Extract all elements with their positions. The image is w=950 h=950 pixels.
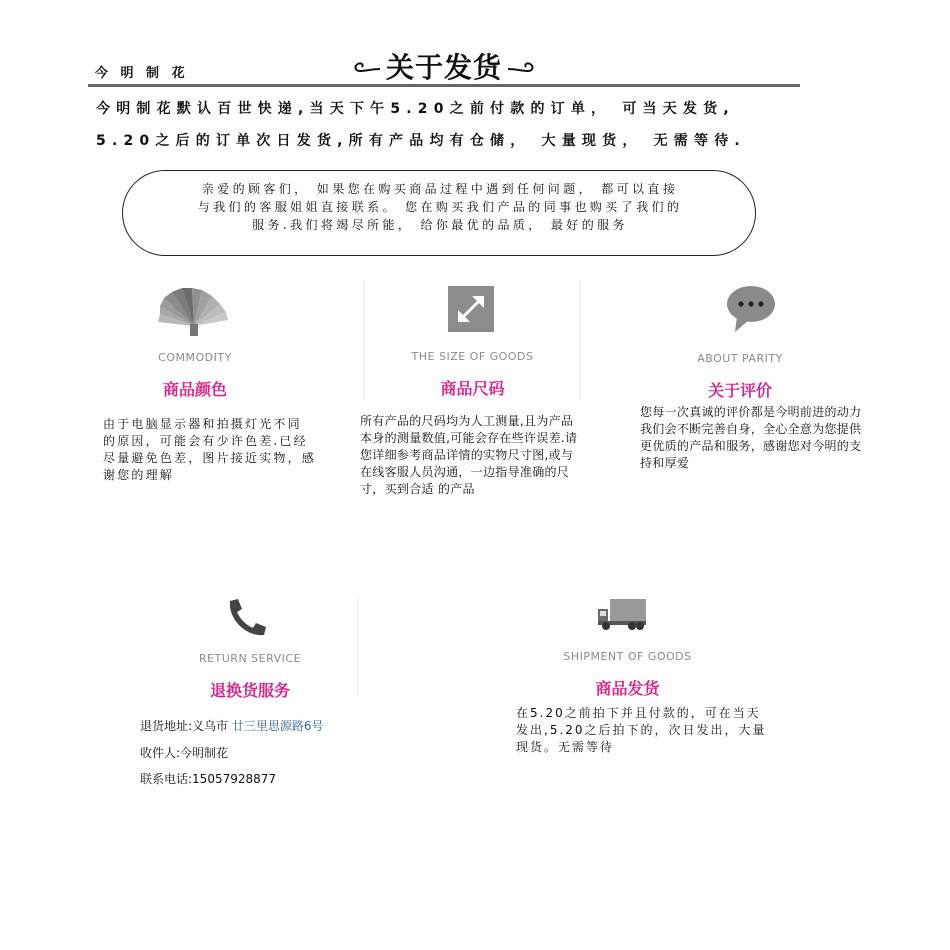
feature-en-label: RETURN SERVICE [198,652,302,665]
description-line: 您详细参考商品详情的实物尺寸图,或与 [360,448,574,462]
brand-name: 今 明 制 花 [95,66,189,81]
shipping-intro-line-1: 今明制花默认百世快递,当天下午5.20之前付款的订单， 可当天发货, [96,101,735,117]
contact-phone: 联系电话:15057928877 [140,772,277,786]
description-line: 由于电脑显示器和拍摄灯光不同 [103,417,302,431]
notice-line-3: 服务.我们将竭尽所能， 给你最优的品质， 最好的服务 [252,218,628,232]
feature-title: 商品发货 [595,679,660,698]
resize-arrow-icon [448,286,494,332]
feature-en-label: COMMODITY [158,351,232,364]
phone-handset-icon [224,597,270,637]
description-line: 寸，买到合适 的产品 [360,482,475,496]
description-line: 谢您的理解 [103,468,175,482]
feature-title: 退换货服务 [209,681,290,700]
feature-title: 商品尺码 [440,379,505,398]
description-line: 的原因，可能会有少许色差.已经 [103,434,308,448]
return-address-link[interactable]: 廿三里思源路6号 [231,719,324,733]
return-address [140,717,324,734]
title-divider [88,84,800,87]
left-swirl-ornament-icon [352,57,382,75]
description-line: 持和厚爱 [640,456,690,470]
description-line: 发出,5.20之后拍下的，次日发出，大量 [516,723,767,737]
feature-en-label: SHIPMENT OF GOODS [563,650,692,663]
column-divider [357,596,358,696]
notice-line-2: 与我们的客服姐姐直接联系。 您在购买我们产品的同事也购买了我们的 [197,200,683,214]
description-line: 现货。无需等待 [516,740,615,754]
notice-line-1: 亲爱的顾客们， 如果您在购买商品过程中遇到任何问题， 都可以直接 [201,182,679,196]
customer-notice-text [140,180,740,234]
page-title-group [352,46,536,86]
right-swirl-ornament-icon [506,57,536,75]
description-line: 尽量避免色差，图片接近实物，感 [103,451,317,465]
description-line: 我们会不断完善自身，全心全意为您提供 [640,422,862,436]
description-line: 更优质的产品和服务，感谢您对今明的支 [640,439,862,453]
feature-en-label: ABOUT PARITY [697,352,783,365]
feature-description [103,416,343,484]
delivery-truck-icon [596,597,648,631]
description-line: 所有产品的尺码均为人工测量,且为产品 [360,414,574,428]
feature-en-label: THE SIZE OF GOODS [411,350,534,363]
description-line: 本身的测量数值,可能会存在些许误差.请 [360,431,578,445]
description-line: 在线客服人员沟通，一边指导准确的尺 [360,465,570,479]
shipping-intro-line-2: 5.20之后的订单次日发货,所有产品均有仓储， 大量现货， 无需等待. [96,133,746,149]
column-divider [580,280,581,400]
feature-description [360,413,610,498]
page-title: 关于发货 [386,51,503,84]
color-fan-icon [150,286,232,338]
feature-title: 关于评价 [707,381,772,400]
column-divider [363,280,364,400]
chat-bubble-icon [725,284,777,334]
description-line: 您每一次真诚的评价都是今明前进的动力 [640,405,862,419]
feature-title: 商品颜色 [162,380,227,399]
description-line: 在5.20之前拍下并且付款的，可在当天 [516,706,761,720]
feature-description [640,404,890,472]
receiver-name: 收件人:今明制花 [140,746,229,760]
feature-description [516,705,806,756]
return-address-label: 退货地址:义乌市 [140,719,232,733]
